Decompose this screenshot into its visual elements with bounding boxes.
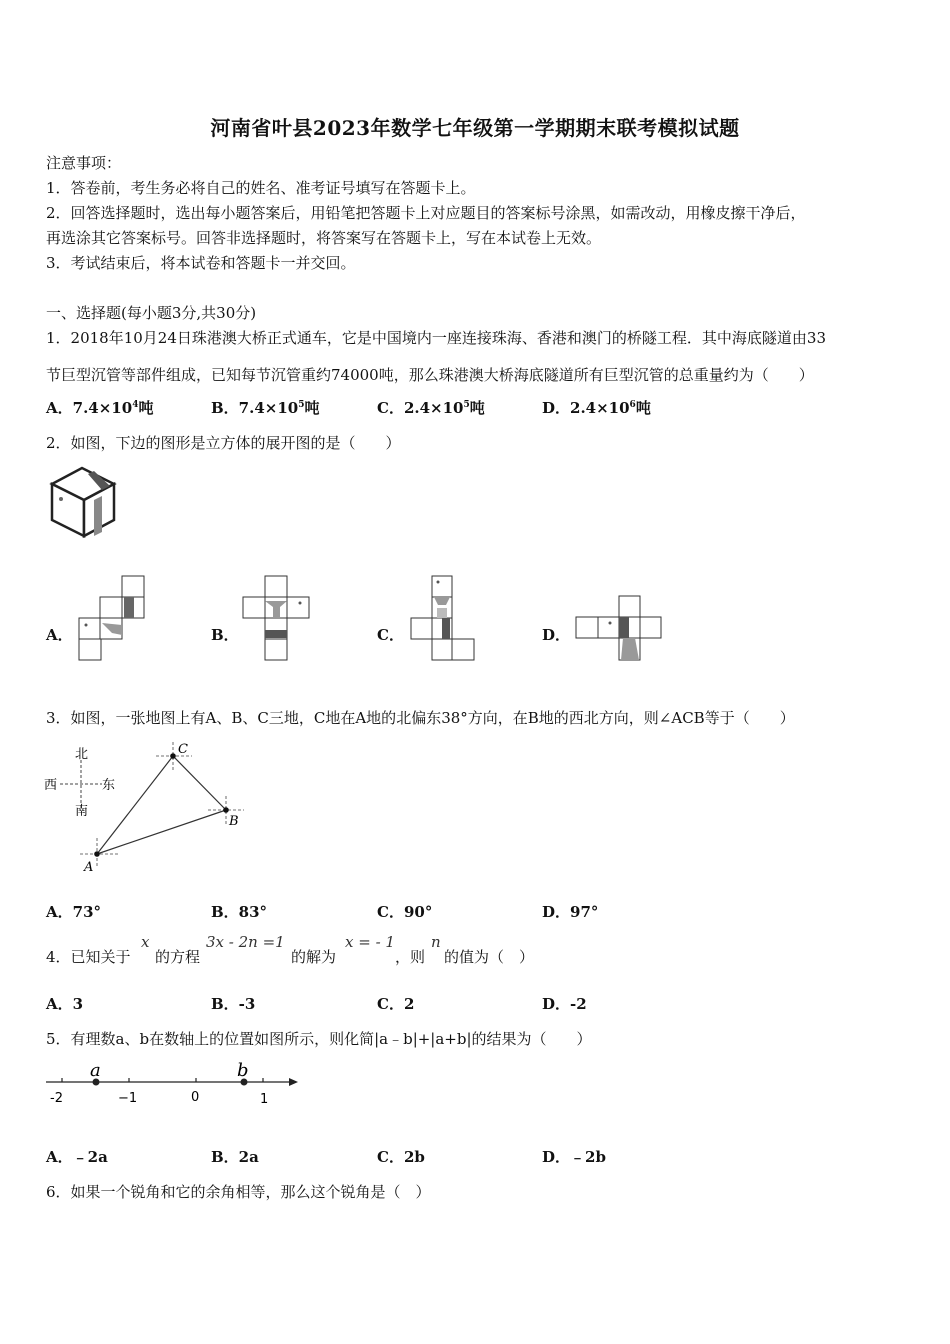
- tick-label-0: 0: [191, 1090, 200, 1105]
- cube-figure: [48, 464, 120, 540]
- notice-item-2: 2．回答选择题时，选出每小题答案后，用铅笔把答题卡上对应题目的答案标号涂黑，如需改动，用橡皮擦干净后，: [46, 204, 806, 222]
- page-title: 河南省叶县2023年数学七年级第一学期期末联考模拟试题: [210, 116, 740, 140]
- point-a: [94, 851, 100, 857]
- tick-label-neg1: −1: [118, 1091, 138, 1106]
- q1-text-line1: 1．2018年10月24日珠港澳大桥正式通车，它是中国境内一座连接珠海、香港和澳门的桥隧工程．其中海底隧道由33: [46, 329, 826, 347]
- q5-option-c: C．2b: [377, 1148, 425, 1166]
- compass-west-label: 西: [44, 778, 58, 793]
- q2-option-c-net: [410, 575, 480, 665]
- number-line-arrow: [289, 1078, 298, 1086]
- q4-option-d: D．-2: [542, 995, 587, 1013]
- q4-suffix: 的值为（ ）: [444, 948, 535, 966]
- segment-ab: [97, 810, 226, 854]
- q2-option-d-label: D．: [542, 626, 571, 644]
- compass-south-label: 南: [75, 804, 89, 819]
- q4-prefix: 4．已知关于: [46, 948, 131, 966]
- q4-equation: 3x - 2n =1: [206, 933, 285, 951]
- notice-item-1: 1．答卷前，考生务必将自己的姓名、准考证号填写在答题卡上。: [46, 179, 476, 197]
- q1-option-d: D．$2.4\times 10^6$吨: [542, 399, 651, 417]
- q3-text: 3．如图，一张地图上有A、B、C三地，C地在A地的北偏东38°方向，在B地的西北方向，则∠ACB等于（ ）: [46, 709, 795, 727]
- q5-option-b: B．2a: [211, 1148, 259, 1166]
- q4-mid1: 的方程: [155, 948, 201, 966]
- q3-option-d: D．97°: [542, 903, 599, 921]
- q2-option-a-net: [78, 575, 148, 665]
- compass-east-label: 东: [102, 778, 116, 793]
- point-c: [170, 753, 176, 759]
- section-heading: 一、选择题(每小题3分,共30分): [46, 304, 257, 322]
- q5-number-line: [44, 1058, 304, 1110]
- q2-option-a-label: A．: [46, 626, 73, 644]
- notice-heading: 注意事项：: [46, 154, 122, 172]
- q4-option-c: C．2: [377, 995, 415, 1013]
- notice-item-3: 3．考试结束后，将本试卷和答题卡一并交回。: [46, 254, 356, 272]
- point-b-axis-label: b: [237, 1060, 249, 1081]
- q4-option-b: B．-3: [211, 995, 256, 1013]
- point-a-label: A: [84, 860, 94, 875]
- q4-var-n: n: [431, 933, 441, 951]
- q2-option-b-label: B．: [211, 626, 239, 644]
- q2-option-b-net: [242, 575, 312, 665]
- q3-map-diagram: [40, 738, 260, 878]
- q4-solution: x = - 1: [345, 933, 395, 951]
- q5-option-d: D．﹣2b: [542, 1148, 606, 1166]
- q1-option-c: C．$2.4\times 10^5$吨: [377, 399, 485, 417]
- q1-option-a: A．$7.4\times 10^4$吨: [46, 399, 154, 417]
- q4-mid3: ，则: [395, 948, 426, 966]
- segment-ac: [97, 756, 173, 854]
- tick-label-1: 1: [260, 1092, 269, 1107]
- segment-cb: [173, 756, 226, 810]
- point-c-label: C: [178, 742, 188, 757]
- q4-var-x: x: [141, 933, 150, 951]
- q5-option-a: A．﹣2a: [46, 1148, 108, 1166]
- notice-item-2-cont: 再选涂其它答案标号。回答非选择题时，将答案写在答题卡上，写在本试卷上无效。: [46, 229, 602, 247]
- q3-option-a: A．73°: [46, 903, 102, 921]
- q2-option-c-label: C．: [377, 626, 404, 644]
- q2-text: 2．如图，下边的图形是立方体的展开图的是（ ）: [46, 434, 401, 452]
- compass-north-label: 北: [75, 747, 89, 762]
- q4-option-a: A．3: [46, 995, 84, 1013]
- q6-text: 6．如果一个锐角和它的余角相等，那么这个锐角是（ ）: [46, 1183, 431, 1201]
- q3-option-b: B．83°: [211, 903, 268, 921]
- tick-label-neg2: -2: [50, 1091, 63, 1106]
- point-b: [223, 807, 229, 813]
- q3-option-c: C．90°: [377, 903, 433, 921]
- q5-text: 5．有理数a、b在数轴上的位置如图所示，则化简|a﹣b|+|a+b|的结果为（ ）: [46, 1030, 592, 1048]
- q2-option-d-net: [575, 595, 665, 665]
- q4-mid2: 的解为: [291, 948, 337, 966]
- point-a-axis-label: a: [90, 1060, 101, 1081]
- q1-text-line2: 节巨型沉管等部件组成，已知每节沉管重约74000吨，那么珠港澳大桥海底隧道所有巨型沉管的总重量约为（ ）: [46, 366, 814, 384]
- point-b-label: B: [229, 814, 239, 829]
- q1-option-b: B．$7.4\times 10^5$吨: [211, 399, 320, 417]
